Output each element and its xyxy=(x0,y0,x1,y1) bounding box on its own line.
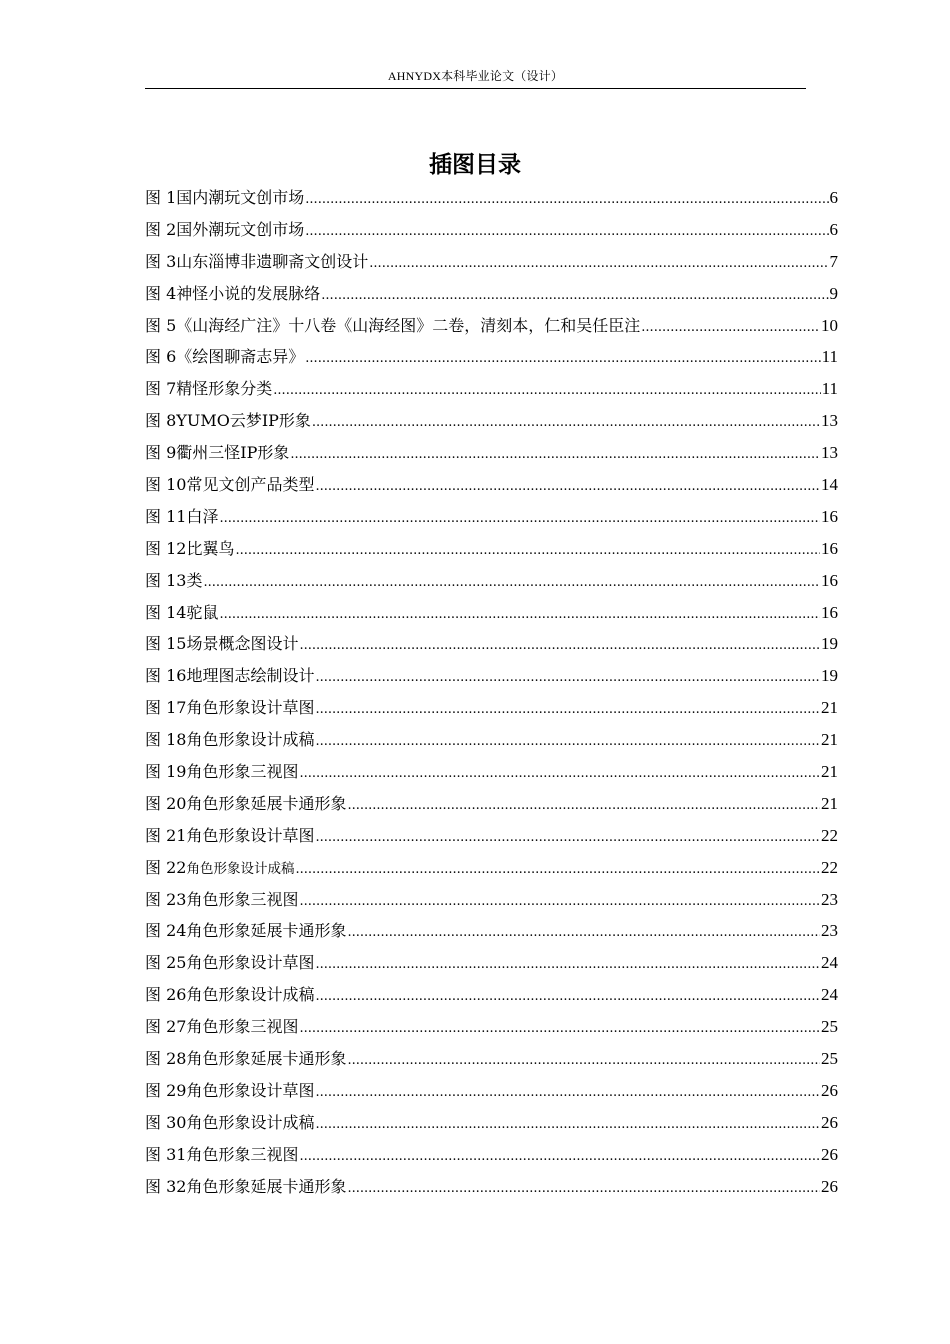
entry-page-number: 16 xyxy=(821,538,838,558)
entry-title: 角色形象三视图 xyxy=(186,1144,299,1164)
toc-entry[interactable] xyxy=(145,182,838,214)
toc-entry[interactable] xyxy=(145,278,838,310)
entry-title: 角色形象设计成稿 xyxy=(186,730,315,750)
entry-page-number: 9 xyxy=(829,283,838,303)
dot-leader xyxy=(299,758,820,790)
toc-entry[interactable] xyxy=(145,533,838,565)
entry-page-number: 11 xyxy=(821,347,838,367)
entry-title: 比翼鸟 xyxy=(186,538,235,558)
entry-label: 图 18 xyxy=(145,730,187,750)
entry-title: 角色形象三视图 xyxy=(186,1017,299,1037)
entry-page-number: 26 xyxy=(821,1112,838,1132)
entry-label: 图 31 xyxy=(145,1144,187,1164)
dot-leader xyxy=(312,407,820,439)
entry-label: 图 22 xyxy=(145,857,187,877)
entry-label: 图 23 xyxy=(145,889,187,909)
entry-label: 图 28 xyxy=(145,1049,187,1069)
entry-title: 角色形象设计草图 xyxy=(186,825,315,845)
entry-page-number: 6 xyxy=(829,188,838,207)
entry-page-number: 25 xyxy=(821,1017,838,1037)
entry-label: 图 17 xyxy=(145,698,187,718)
toc-entry[interactable] xyxy=(145,597,838,629)
entry-page-number: 16 xyxy=(821,506,838,526)
entry-page-number: 14 xyxy=(821,475,838,495)
entry-title: 常见文创产品类型 xyxy=(186,475,315,495)
entry-title: 山东淄博非遗聊斋文创设计 xyxy=(176,251,369,271)
dot-leader xyxy=(305,184,828,216)
entry-label: 图 4 xyxy=(145,283,177,303)
entry-page-number: 26 xyxy=(821,1176,838,1196)
dot-leader xyxy=(203,567,820,599)
entry-label: 图 5 xyxy=(145,315,177,335)
entry-title: 衢州三怪IP形象 xyxy=(176,443,290,463)
entry-label: 图 21 xyxy=(145,825,187,845)
header-rule xyxy=(145,88,806,89)
entry-title: 精怪形象分类 xyxy=(176,379,273,399)
dot-leader xyxy=(219,503,820,535)
toc-entry[interactable] xyxy=(145,1043,838,1075)
toc-entry[interactable] xyxy=(145,852,838,884)
toc-entry[interactable] xyxy=(145,660,838,692)
toc-entry[interactable] xyxy=(145,246,838,278)
dot-leader xyxy=(347,1173,820,1205)
dot-leader xyxy=(641,312,820,344)
dot-leader xyxy=(315,949,820,981)
toc-entry[interactable] xyxy=(145,884,838,916)
dot-leader xyxy=(347,917,820,949)
entry-page-number: 22 xyxy=(821,857,838,877)
entry-label: 图 27 xyxy=(145,1017,187,1037)
toc-entry[interactable] xyxy=(145,724,838,756)
dot-leader xyxy=(295,854,820,886)
entry-label: 图 32 xyxy=(145,1176,187,1196)
toc-entry[interactable] xyxy=(145,310,838,342)
dot-leader xyxy=(321,280,828,312)
entry-label: 图 11 xyxy=(145,506,187,526)
dot-leader xyxy=(369,248,828,280)
entry-page-number: 22 xyxy=(821,825,838,845)
entry-label: 图 20 xyxy=(145,793,187,813)
entry-page-number: 7 xyxy=(829,251,838,271)
dot-leader xyxy=(299,1013,820,1045)
entry-title: 角色形象设计成稿 xyxy=(186,1112,315,1132)
entry-page-number: 10 xyxy=(821,315,838,335)
toc-entry[interactable] xyxy=(145,501,838,533)
entry-label: 图 26 xyxy=(145,985,187,1005)
entry-page-number: 25 xyxy=(821,1049,838,1069)
entry-title: 场景概念图设计 xyxy=(186,634,299,654)
entry-page-number: 11 xyxy=(821,379,838,399)
entry-page-number: 24 xyxy=(821,953,838,973)
entry-label: 图 13 xyxy=(145,570,187,590)
toc-entry[interactable] xyxy=(145,1139,838,1171)
entry-page-number: 21 xyxy=(821,793,838,813)
running-header: AHNYDX本科毕业论文（设计） xyxy=(387,69,564,83)
toc-entry[interactable] xyxy=(145,565,838,597)
entry-page-number: 23 xyxy=(821,921,838,941)
entry-label: 图 15 xyxy=(145,634,187,654)
toc-entry[interactable] xyxy=(145,628,838,660)
entry-title: 角色形象设计草图 xyxy=(186,953,315,973)
entry-label: 图 24 xyxy=(145,921,187,941)
dot-leader xyxy=(273,375,820,407)
dot-leader xyxy=(347,790,820,822)
entry-title: 角色形象设计草图 xyxy=(186,1080,315,1100)
dot-leader xyxy=(290,439,820,471)
dot-leader xyxy=(299,1141,820,1173)
toc-entry[interactable] xyxy=(145,1107,838,1139)
entry-label: 图 12 xyxy=(145,538,187,558)
toc-entry[interactable] xyxy=(145,756,838,788)
toc-list xyxy=(145,182,838,1203)
dot-leader xyxy=(299,630,820,662)
entry-page-number: 16 xyxy=(821,602,838,622)
toc-entry[interactable] xyxy=(145,437,838,469)
toc-entry[interactable] xyxy=(145,214,838,246)
toc-entry[interactable] xyxy=(145,979,838,1011)
entry-page-number: 26 xyxy=(821,1144,838,1164)
dot-leader xyxy=(315,1109,820,1141)
entry-page-number: 21 xyxy=(821,762,838,782)
toc-entry[interactable] xyxy=(145,405,838,437)
entry-title: 角色形象设计成稿 xyxy=(186,985,315,1005)
entry-label: 图 14 xyxy=(145,602,187,622)
entry-label: 图 19 xyxy=(145,762,187,782)
entry-title: 角色形象延展卡通形象 xyxy=(186,921,347,941)
toc-entry[interactable] xyxy=(145,469,838,501)
toc-entry[interactable] xyxy=(145,1011,838,1043)
dot-leader xyxy=(219,599,820,631)
dot-leader xyxy=(299,886,820,918)
entry-page-number: 13 xyxy=(821,411,838,431)
dot-leader xyxy=(347,1045,820,1077)
entry-label: 图 9 xyxy=(145,443,177,463)
entry-title: 角色形象三视图 xyxy=(186,889,299,909)
entry-label: 图 25 xyxy=(145,953,187,973)
dot-leader xyxy=(315,662,820,694)
toc-entry[interactable] xyxy=(145,947,838,979)
dot-leader xyxy=(315,822,820,854)
dot-leader xyxy=(315,1077,820,1109)
entry-page-number: 19 xyxy=(821,666,838,686)
toc-entry[interactable] xyxy=(145,373,838,405)
dot-leader xyxy=(315,471,820,503)
toc-entry[interactable] xyxy=(145,692,838,724)
entry-page-number: 6 xyxy=(829,219,838,239)
entry-page-number: 21 xyxy=(821,698,838,718)
entry-page-number: 26 xyxy=(821,1080,838,1100)
entry-page-number: 24 xyxy=(821,985,838,1005)
entry-label: 图 29 xyxy=(145,1080,187,1100)
entry-label: 图 2 xyxy=(145,219,177,239)
entry-title: YUMO云梦IP形象 xyxy=(176,411,311,431)
entry-label: 图 7 xyxy=(145,379,177,399)
entry-label: 图 3 xyxy=(145,251,177,271)
entry-title: 白泽 xyxy=(186,506,219,526)
dot-leader xyxy=(315,981,820,1013)
dot-leader xyxy=(305,216,828,248)
entry-title: 类 xyxy=(186,570,203,590)
entry-title: 国外潮玩文创市场 xyxy=(176,219,305,239)
dot-leader xyxy=(315,726,820,758)
toc-entry[interactable] xyxy=(145,1171,838,1203)
dot-leader xyxy=(305,343,820,375)
entry-label: 图 8 xyxy=(145,411,177,431)
entry-page-number: 23 xyxy=(821,889,838,909)
entry-title: 地理图志绘制设计 xyxy=(186,666,315,686)
dot-leader xyxy=(315,694,820,726)
entry-title: 角色形象延展卡通形象 xyxy=(186,1176,347,1196)
entry-label: 图 30 xyxy=(145,1112,187,1132)
entry-title: 角色形象延展卡通形象 xyxy=(186,793,347,813)
entry-page-number: 13 xyxy=(821,443,838,463)
entry-title: 角色形象三视图 xyxy=(186,762,299,782)
toc-entry[interactable] xyxy=(145,915,838,947)
entry-title: 角色形象延展卡通形象 xyxy=(186,1049,347,1069)
entry-title: 神怪小说的发展脉络 xyxy=(176,283,321,303)
entry-page-number: 19 xyxy=(821,634,838,654)
entry-title: 角色形象设计草图 xyxy=(186,698,315,718)
entry-label: 图 6 xyxy=(145,347,177,367)
dot-leader xyxy=(235,535,820,567)
entry-label: 图 10 xyxy=(145,475,187,495)
toc-entry[interactable] xyxy=(145,788,838,820)
toc-title: 插图目录 xyxy=(429,152,521,178)
toc-entry[interactable] xyxy=(145,341,838,373)
entry-label: 图 16 xyxy=(145,666,187,686)
toc-entry[interactable] xyxy=(145,1075,838,1107)
entry-page-number: 16 xyxy=(821,570,838,590)
entry-title: 国内潮玩文创市场 xyxy=(176,188,305,207)
entry-page-number: 21 xyxy=(821,730,838,750)
entry-title: 角色形象设计成稿 xyxy=(186,860,295,877)
entry-title: 《绘图聊斋志异》 xyxy=(176,347,305,367)
entry-label: 图 1 xyxy=(145,188,177,207)
entry-title: 驼鼠 xyxy=(186,602,219,622)
toc-entry[interactable] xyxy=(145,820,838,852)
entry-title: 《山海经广注》十八卷《山海经图》二卷，清刻本，仁和吴任臣注 xyxy=(176,315,641,335)
